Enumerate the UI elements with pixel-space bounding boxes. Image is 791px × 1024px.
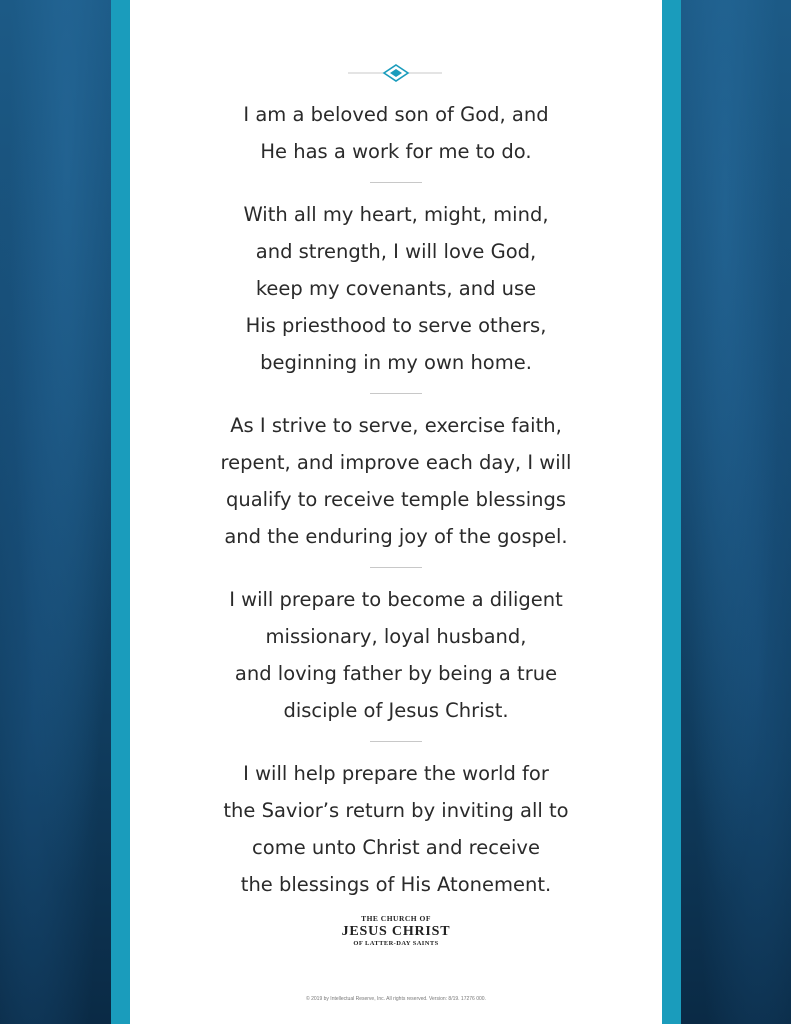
stanza-line: and strength, I will love God, [255,240,537,263]
logo-bottom-text: OF LATTER-DAY SAINTS [353,940,439,947]
copyright-footer: © 2019 by Intellectual Reserve, Inc. All rights reserved. Version: 8/19. 17276 000. [306,996,486,1002]
stanza-line: I will prepare to become a diligent [229,588,563,611]
church-logo [130,914,662,948]
stanza-divider [370,393,422,394]
stanza [130,755,662,903]
stanza-line: With all my heart, might, mind, [243,203,549,226]
stanza-line: As I strive to serve, exercise faith, [230,414,562,437]
diamond-icon [384,65,408,81]
stanza-line: repent, and improve each day, I will [220,451,572,474]
stanza-line: the blessings of His Atonement. [240,873,552,896]
stanza-line: beginning in my own home. [260,351,532,374]
stanza-line: missionary, loyal husband, [265,625,527,648]
stanza-line: He has a work for me to do. [260,140,532,163]
accent-stripe-right [662,0,681,1024]
stanza-divider [370,182,422,183]
stanza-line: and the enduring joy of the gospel. [224,525,568,548]
stanza-list [130,96,662,903]
stanza-divider [370,741,422,742]
document-panel [130,0,662,1024]
stanza [130,196,662,381]
top-ornament [130,64,662,82]
stanza-line: I will help prepare the world for [243,762,549,785]
stanza [130,581,662,729]
stanza-line: His priesthood to serve others, [245,314,547,337]
stanza-divider [370,567,422,568]
stanza-line: qualify to receive temple blessings [225,488,567,511]
stanza-line: come unto Christ and receive [252,836,540,859]
logo-top-text: THE CHURCH OF [361,914,431,923]
stanza [130,96,662,170]
stanza-line: the Savior’s return by inviting all to [223,799,569,822]
stanza-line: keep my covenants, and use [255,277,537,300]
background-right [681,0,791,1024]
logo-main-text: JESUS CHRIST [341,924,451,939]
stanza [130,407,662,555]
stanza-line: disciple of Jesus Christ. [283,699,509,722]
accent-stripe-left [111,0,130,1024]
background-left [0,0,111,1024]
stanza-line: I am a beloved son of God, and [243,103,549,126]
stanza-line: and loving father by being a true [234,662,558,685]
